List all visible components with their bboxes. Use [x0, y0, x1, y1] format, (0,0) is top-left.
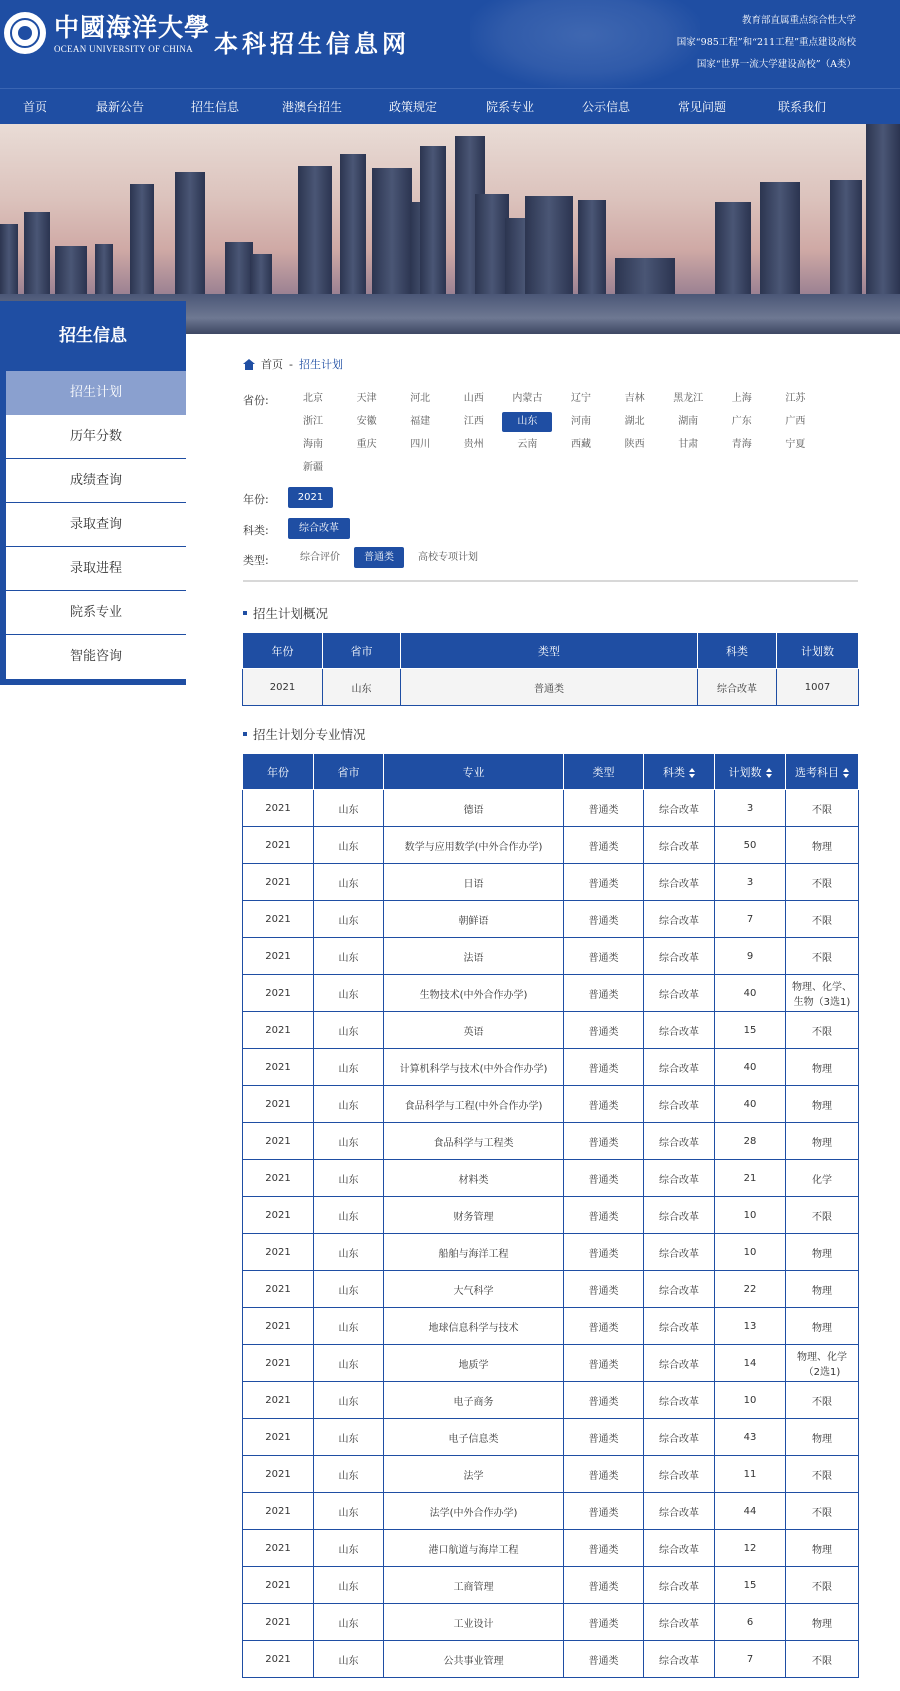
- cell-subjects: 物理: [786, 1530, 859, 1567]
- cell-subjects: 物理、化学（2选1): [786, 1345, 859, 1382]
- cell-plan-count: 44: [715, 1493, 786, 1530]
- cell-plan-count: 15: [715, 1567, 786, 1604]
- cell-year: 2021: [243, 1160, 314, 1197]
- cell-year: 2021: [243, 1456, 314, 1493]
- nav-contact[interactable]: 联系我们: [777, 100, 826, 114]
- table-row: [243, 1456, 859, 1493]
- table-row: [243, 901, 859, 938]
- cell-plan-count: 12: [715, 1530, 786, 1567]
- cell-plan-count: 7: [715, 1641, 786, 1678]
- cell-major: 大气科学: [384, 1271, 564, 1308]
- cell-category: 综合改革: [644, 1345, 715, 1382]
- cell-year: 2021: [243, 790, 314, 827]
- province-option[interactable]: 宁夏: [785, 439, 806, 450]
- province-option[interactable]: 湖南: [678, 416, 699, 427]
- cell-major: 食品科学与工程(中外合作办学): [384, 1086, 564, 1123]
- province-option[interactable]: 黑龙江: [673, 393, 704, 404]
- majors-header-province: 省市: [314, 754, 384, 790]
- cell-type: 普通类: [564, 1234, 644, 1271]
- nav-policies[interactable]: 政策规定: [388, 100, 437, 114]
- cell-plan-count: 7: [715, 901, 786, 938]
- cell-province: 山东: [314, 1271, 384, 1308]
- cell-category: 综合改革: [644, 1012, 715, 1049]
- province-option[interactable]: 河南: [571, 416, 591, 427]
- type-option-special-plan[interactable]: 高校专项计划: [418, 552, 478, 563]
- sort-icon[interactable]: [689, 768, 695, 778]
- cell-major: 法语: [384, 938, 564, 975]
- table-row: [243, 1123, 859, 1160]
- cell-type: 普通类: [564, 901, 644, 938]
- province-option[interactable]: 广东: [731, 416, 752, 427]
- sidebar-item-admission-query[interactable]: 录取查询: [6, 503, 186, 547]
- tagline-2: 国家“985工程”和“211工程”重点建设高校: [676, 37, 856, 48]
- cell-subjects: 不限: [786, 1382, 859, 1419]
- table-row: [243, 1604, 859, 1641]
- table-row: [243, 975, 859, 1012]
- cell-subjects: 不限: [786, 901, 859, 938]
- table-row: [243, 938, 859, 975]
- cell-type: 普通类: [564, 1271, 644, 1308]
- sort-icon[interactable]: [766, 768, 772, 778]
- cell-subjects: 不限: [786, 1493, 859, 1530]
- cell-subjects: 不限: [786, 1567, 859, 1604]
- cell-province: 山东: [314, 1160, 384, 1197]
- cell-category: 综合改革: [644, 1197, 715, 1234]
- cell-plan-count: 6: [715, 1604, 786, 1641]
- cell-subjects: 不限: [786, 1641, 859, 1678]
- cell-year: 2021: [243, 1197, 314, 1234]
- cell-province: 山东: [314, 1530, 384, 1567]
- cell-subjects: 化学: [786, 1160, 859, 1197]
- province-option[interactable]: 西藏: [571, 439, 591, 450]
- cell-major: 生物技术(中外合作办学): [384, 975, 564, 1012]
- summary-cell-category: 综合改革: [698, 669, 777, 706]
- province-option[interactable]: 重庆: [356, 439, 377, 450]
- cell-year: 2021: [243, 1345, 314, 1382]
- cell-major: 材料类: [384, 1160, 564, 1197]
- cell-plan-count: 3: [715, 790, 786, 827]
- cell-plan-count: 15: [715, 1012, 786, 1049]
- cell-province: 山东: [314, 864, 384, 901]
- cell-major: 计算机科学与技术(中外合作办学): [384, 1049, 564, 1086]
- bullet-square-icon: [243, 732, 247, 736]
- main-nav: [0, 88, 900, 124]
- cell-year: 2021: [243, 1419, 314, 1456]
- cell-subjects: 物理、化学、生物（3选1): [786, 975, 859, 1012]
- cell-year: 2021: [243, 1493, 314, 1530]
- cell-province: 山东: [314, 827, 384, 864]
- cell-subjects: 不限: [786, 864, 859, 901]
- table-row: [243, 1641, 859, 1678]
- cell-year: 2021: [243, 827, 314, 864]
- summary-header-province: 省市: [323, 633, 401, 669]
- cell-type: 普通类: [564, 827, 644, 864]
- cell-category: 综合改革: [644, 790, 715, 827]
- cell-category: 综合改革: [644, 901, 715, 938]
- cell-major: 德语: [384, 790, 564, 827]
- breadcrumb-home[interactable]: 首页: [261, 358, 283, 371]
- majors-header-category[interactable]: 科类: [644, 754, 715, 790]
- breadcrumb-separator: -: [289, 357, 293, 371]
- province-option[interactable]: 青海: [731, 439, 752, 450]
- cell-year: 2021: [243, 901, 314, 938]
- category-label: 科类:: [243, 524, 269, 537]
- cell-type: 普通类: [564, 1086, 644, 1123]
- cell-year: 2021: [243, 1123, 314, 1160]
- table-row: [243, 1308, 859, 1345]
- province-option[interactable]: 湖北: [624, 416, 645, 427]
- province-option[interactable]: 浙江: [303, 416, 323, 427]
- cell-category: 综合改革: [644, 1419, 715, 1456]
- cell-province: 山东: [314, 1123, 384, 1160]
- province-option[interactable]: 山东: [502, 412, 552, 432]
- province-option[interactable]: 山西: [463, 393, 484, 404]
- cell-type: 普通类: [564, 1123, 644, 1160]
- province-option[interactable]: 上海: [731, 393, 752, 404]
- table-row: [243, 1271, 859, 1308]
- province-option[interactable]: 江苏: [785, 393, 806, 404]
- cell-subjects: 物理: [786, 1419, 859, 1456]
- cell-plan-count: 10: [715, 1234, 786, 1271]
- majors-header-type: 类型: [564, 754, 644, 790]
- cell-province: 山东: [314, 1086, 384, 1123]
- cell-plan-count: 28: [715, 1123, 786, 1160]
- cell-category: 综合改革: [644, 1234, 715, 1271]
- summary-cell-type: 普通类: [401, 669, 698, 706]
- cell-major: 地质学: [384, 1345, 564, 1382]
- province-option[interactable]: 甘肃: [678, 439, 699, 450]
- cell-province: 山东: [314, 938, 384, 975]
- nav-hk-macau-taiwan[interactable]: 港澳台招生: [281, 100, 342, 114]
- cell-subjects: 物理: [786, 1086, 859, 1123]
- cell-plan-count: 43: [715, 1419, 786, 1456]
- cell-type: 普通类: [564, 790, 644, 827]
- cell-major: 港口航道与海岸工程: [384, 1530, 564, 1567]
- cell-province: 山东: [314, 1234, 384, 1271]
- table-row: [243, 1345, 859, 1382]
- province-label: 省份:: [243, 394, 269, 407]
- nav-faq[interactable]: 常见问题: [677, 100, 726, 114]
- cell-major: 数学与应用数学(中外合作办学): [384, 827, 564, 864]
- cell-category: 综合改革: [644, 1160, 715, 1197]
- summary-title-text: 招生计划概况: [253, 606, 329, 621]
- cell-category: 综合改革: [644, 1604, 715, 1641]
- table-row: [243, 1234, 859, 1271]
- cell-category: 综合改革: [644, 1086, 715, 1123]
- cell-year: 2021: [243, 864, 314, 901]
- summary-cell-plan-count: 1007: [777, 669, 859, 706]
- cell-province: 山东: [314, 1567, 384, 1604]
- cell-province: 山东: [314, 1197, 384, 1234]
- cell-year: 2021: [243, 1012, 314, 1049]
- table-row: [243, 1419, 859, 1456]
- breadcrumb-current: 招生计划: [298, 358, 343, 371]
- cell-category: 综合改革: [644, 1641, 715, 1678]
- province-option[interactable]: 天津: [356, 393, 377, 404]
- summary-title: [243, 604, 328, 622]
- cell-category: 综合改革: [644, 827, 715, 864]
- cell-category: 综合改革: [644, 1382, 715, 1419]
- cell-major: 电子信息类: [384, 1419, 564, 1456]
- province-option[interactable]: 吉林: [624, 393, 645, 404]
- summary-header-category: 科类: [698, 633, 777, 669]
- table-row: [243, 1049, 859, 1086]
- cell-year: 2021: [243, 1049, 314, 1086]
- cell-plan-count: 40: [715, 1086, 786, 1123]
- cell-major: 朝鲜语: [384, 901, 564, 938]
- cell-type: 普通类: [564, 1049, 644, 1086]
- cell-type: 普通类: [564, 1530, 644, 1567]
- table-row: [243, 790, 859, 827]
- nav-announcements[interactable]: 最新公告: [95, 100, 144, 114]
- breadcrumb: [243, 356, 343, 372]
- cell-major: 法学(中外合作办学): [384, 1493, 564, 1530]
- cell-major: 工业设计: [384, 1604, 564, 1641]
- cell-plan-count: 9: [715, 938, 786, 975]
- summary-header-year: 年份: [243, 633, 323, 669]
- cell-plan-count: 40: [715, 1049, 786, 1086]
- cell-province: 山东: [314, 975, 384, 1012]
- summary-cell-province: 山东: [323, 669, 401, 706]
- cell-type: 普通类: [564, 864, 644, 901]
- cell-plan-count: 40: [715, 975, 786, 1012]
- summary-table: [242, 632, 859, 706]
- cell-plan-count: 21: [715, 1160, 786, 1197]
- cell-category: 综合改革: [644, 1271, 715, 1308]
- cell-plan-count: 14: [715, 1345, 786, 1382]
- cell-type: 普通类: [564, 1382, 644, 1419]
- table-row: [243, 1567, 859, 1604]
- province-option[interactable]: 陕西: [624, 439, 645, 450]
- year-label: 年份:: [243, 493, 269, 506]
- cell-year: 2021: [243, 938, 314, 975]
- cell-type: 普通类: [564, 1493, 644, 1530]
- table-row: [243, 1086, 859, 1123]
- cell-province: 山东: [314, 1049, 384, 1086]
- filter-divider: [243, 580, 858, 582]
- cell-subjects: 物理: [786, 1308, 859, 1345]
- cell-category: 综合改革: [644, 1123, 715, 1160]
- province-option[interactable]: 海南: [303, 439, 323, 450]
- cell-year: 2021: [243, 1530, 314, 1567]
- cell-year: 2021: [243, 1567, 314, 1604]
- majors-title: [243, 725, 366, 743]
- cell-plan-count: 13: [715, 1308, 786, 1345]
- cell-category: 综合改革: [644, 975, 715, 1012]
- cell-major: 英语: [384, 1012, 564, 1049]
- province-option[interactable]: 四川: [410, 439, 431, 450]
- sort-icon[interactable]: [843, 768, 849, 778]
- cell-category: 综合改革: [644, 1049, 715, 1086]
- table-row: [243, 1012, 859, 1049]
- cell-type: 普通类: [564, 1345, 644, 1382]
- cell-year: 2021: [243, 1382, 314, 1419]
- table-row: [243, 1530, 859, 1567]
- cell-type: 普通类: [564, 1197, 644, 1234]
- cell-type: 普通类: [564, 938, 644, 975]
- cell-type: 普通类: [564, 1419, 644, 1456]
- sidebar: [0, 301, 186, 685]
- province-option[interactable]: 云南: [517, 439, 538, 450]
- sidebar-item-admission-progress[interactable]: 录取进程: [6, 547, 186, 591]
- table-row: [243, 1382, 859, 1419]
- cell-major: 食品科学与工程类: [384, 1123, 564, 1160]
- table-row: [243, 1197, 859, 1234]
- cell-category: 综合改革: [644, 1456, 715, 1493]
- majors-table-body: [243, 790, 859, 1678]
- sidebar-menu: [0, 371, 186, 685]
- logo-cn[interactable]: 中國海洋大學: [54, 13, 211, 42]
- cell-plan-count: 10: [715, 1197, 786, 1234]
- cell-type: 普通类: [564, 1567, 644, 1604]
- table-row: [243, 827, 859, 864]
- majors-header-subjects[interactable]: 选考科目: [786, 754, 859, 790]
- cell-province: 山东: [314, 1308, 384, 1345]
- cell-year: 2021: [243, 1271, 314, 1308]
- university-seal-icon[interactable]: [4, 12, 46, 54]
- nav-public-info[interactable]: 公示信息: [581, 100, 630, 114]
- cell-year: 2021: [243, 1234, 314, 1271]
- cell-year: 2021: [243, 1308, 314, 1345]
- site-header: [0, 0, 900, 88]
- sidebar-title: 招生信息: [0, 301, 186, 371]
- sidebar-item-departments[interactable]: 院系专业: [6, 591, 186, 635]
- cell-plan-count: 50: [715, 827, 786, 864]
- bullet-square-icon: [243, 611, 247, 615]
- table-row: [243, 1160, 859, 1197]
- majors-header-plan-count[interactable]: 计划数: [715, 754, 786, 790]
- cell-subjects: 不限: [786, 790, 859, 827]
- province-option[interactable]: 河北: [410, 393, 431, 404]
- cell-subjects: 物理: [786, 1123, 859, 1160]
- cell-category: 综合改革: [644, 1493, 715, 1530]
- cell-type: 普通类: [564, 1160, 644, 1197]
- cell-type: 普通类: [564, 1456, 644, 1493]
- cell-province: 山东: [314, 1604, 384, 1641]
- majors-title-text: 招生计划分专业情况: [253, 727, 366, 742]
- province-option[interactable]: 安徽: [356, 416, 377, 427]
- province-option[interactable]: 贵州: [463, 439, 484, 450]
- category-option-selected[interactable]: 综合改革: [288, 518, 350, 539]
- cell-province: 山东: [314, 1456, 384, 1493]
- summary-cell-year: 2021: [243, 669, 323, 706]
- type-option-comprehensive[interactable]: 综合评价: [300, 552, 340, 563]
- province-option[interactable]: 内蒙古: [512, 393, 543, 404]
- majors-table: [242, 753, 859, 1678]
- cell-year: 2021: [243, 1604, 314, 1641]
- cell-subjects: 物理: [786, 1271, 859, 1308]
- province-option[interactable]: 北京: [303, 393, 323, 404]
- nav-home[interactable]: 首页: [22, 100, 47, 114]
- cell-province: 山东: [314, 901, 384, 938]
- province-option[interactable]: 江西: [463, 416, 484, 427]
- cell-category: 综合改革: [644, 938, 715, 975]
- cell-plan-count: 10: [715, 1382, 786, 1419]
- cell-plan-count: 3: [715, 864, 786, 901]
- cell-province: 山东: [314, 1012, 384, 1049]
- cell-category: 综合改革: [644, 1308, 715, 1345]
- cell-major: 地球信息科学与技术: [384, 1308, 564, 1345]
- calligraphy-decoration: [470, 0, 700, 88]
- sidebar-item-smart-consult[interactable]: 智能咨询: [69, 649, 122, 664]
- cell-subjects: 不限: [786, 1012, 859, 1049]
- cell-subjects: 不限: [786, 1197, 859, 1234]
- cell-category: 综合改革: [644, 1567, 715, 1604]
- cell-province: 山东: [314, 1493, 384, 1530]
- nav-admission-info[interactable]: 招生信息: [190, 100, 239, 114]
- cell-province: 山东: [314, 790, 384, 827]
- cell-major: 财务管理: [384, 1197, 564, 1234]
- type-option-regular[interactable]: 普通类: [354, 547, 404, 568]
- cell-major: 船舶与海洋工程: [384, 1234, 564, 1271]
- province-option[interactable]: 广西: [785, 416, 806, 427]
- cell-type: 普通类: [564, 1604, 644, 1641]
- cell-subjects: 物理: [786, 1234, 859, 1271]
- site-title: 本科招生信息网: [214, 29, 410, 58]
- cell-plan-count: 22: [715, 1271, 786, 1308]
- cell-province: 山东: [314, 1419, 384, 1456]
- cell-major: 电子商务: [384, 1382, 564, 1419]
- cell-province: 山东: [314, 1345, 384, 1382]
- logo-en: OCEAN UNIVERSITY OF CHINA: [54, 44, 193, 54]
- cell-type: 普通类: [564, 1012, 644, 1049]
- cell-major: 法学: [384, 1456, 564, 1493]
- cell-plan-count: 11: [715, 1456, 786, 1493]
- majors-header-year: 年份: [243, 754, 314, 790]
- home-icon[interactable]: [243, 359, 255, 370]
- table-row: [243, 1493, 859, 1530]
- cell-subjects: 不限: [786, 1456, 859, 1493]
- cell-subjects: 物理: [786, 1604, 859, 1641]
- province-option[interactable]: 新疆: [303, 462, 323, 473]
- cell-major: 日语: [384, 864, 564, 901]
- table-row: [243, 864, 859, 901]
- summary-header-type: 类型: [401, 633, 698, 669]
- cell-type: 普通类: [564, 1641, 644, 1678]
- sidebar-item-enrollment-plan[interactable]: 招生计划: [6, 371, 186, 415]
- tagline-3: 国家“世界一流大学建设高校”（A类）: [696, 59, 856, 70]
- cell-year: 2021: [243, 1641, 314, 1678]
- year-option-selected[interactable]: 2021: [288, 487, 333, 508]
- cell-subjects: 不限: [786, 938, 859, 975]
- cell-category: 综合改革: [644, 1530, 715, 1567]
- province-option[interactable]: 福建: [410, 416, 431, 427]
- nav-departments[interactable]: 院系专业: [485, 100, 534, 114]
- cell-province: 山东: [314, 1641, 384, 1678]
- province-option[interactable]: 辽宁: [571, 393, 591, 404]
- cell-type: 普通类: [564, 975, 644, 1012]
- cell-major: 工商管理: [384, 1567, 564, 1604]
- majors-header-major: 专业: [384, 754, 564, 790]
- cell-year: 2021: [243, 975, 314, 1012]
- cell-subjects: 物理: [786, 827, 859, 864]
- cell-year: 2021: [243, 1086, 314, 1123]
- cell-type: 普通类: [564, 1308, 644, 1345]
- cell-province: 山东: [314, 1382, 384, 1419]
- sidebar-item-score-query[interactable]: 成绩查询: [6, 459, 186, 503]
- sidebar-item-historical-scores[interactable]: 历年分数: [6, 415, 186, 459]
- tagline-1: 教育部直属重点综合性大学: [741, 15, 856, 26]
- summary-header-plan-count: 计划数: [777, 633, 859, 669]
- cell-subjects: 物理: [786, 1049, 859, 1086]
- type-label: 类型:: [243, 554, 269, 567]
- cell-category: 综合改革: [644, 864, 715, 901]
- cell-major: 公共事业管理: [384, 1641, 564, 1678]
